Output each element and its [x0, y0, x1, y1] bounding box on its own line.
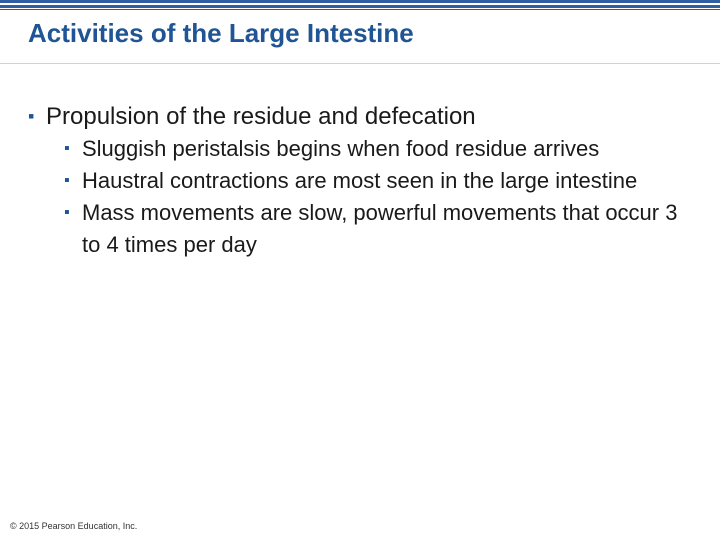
square-bullet-icon: ▪ — [64, 172, 70, 189]
top-bar-2 — [0, 5, 720, 8]
top-bar-3 — [0, 9, 720, 10]
slide-body — [28, 100, 698, 261]
copyright-footer: © 2015 Pearson Education, Inc. — [10, 521, 138, 531]
slide-title: Activities of the Large Intestine — [28, 18, 414, 48]
bullet-item-level-2 — [28, 165, 698, 197]
square-bullet-icon: ▪ — [28, 106, 35, 126]
top-bar-1 — [0, 0, 720, 3]
bullet-text: Sluggish peristalsis begins when food residue arrives — [82, 136, 600, 161]
bullet-text: Haustral contractions are most seen in the large intestine — [82, 168, 638, 193]
bullet-item-level-2 — [28, 133, 698, 165]
square-bullet-icon: ▪ — [64, 204, 70, 221]
top-decorative-bars — [0, 0, 720, 12]
bullet-item-level-2 — [28, 197, 698, 261]
bullet-text: Propulsion of the residue and defecation — [46, 103, 476, 130]
title-divider — [0, 63, 720, 64]
bullet-text: Mass movements are slow, powerful movements that occur 3 to 4 times per day — [82, 200, 678, 257]
bullet-item-level-1 — [28, 100, 698, 133]
square-bullet-icon: ▪ — [64, 140, 70, 157]
